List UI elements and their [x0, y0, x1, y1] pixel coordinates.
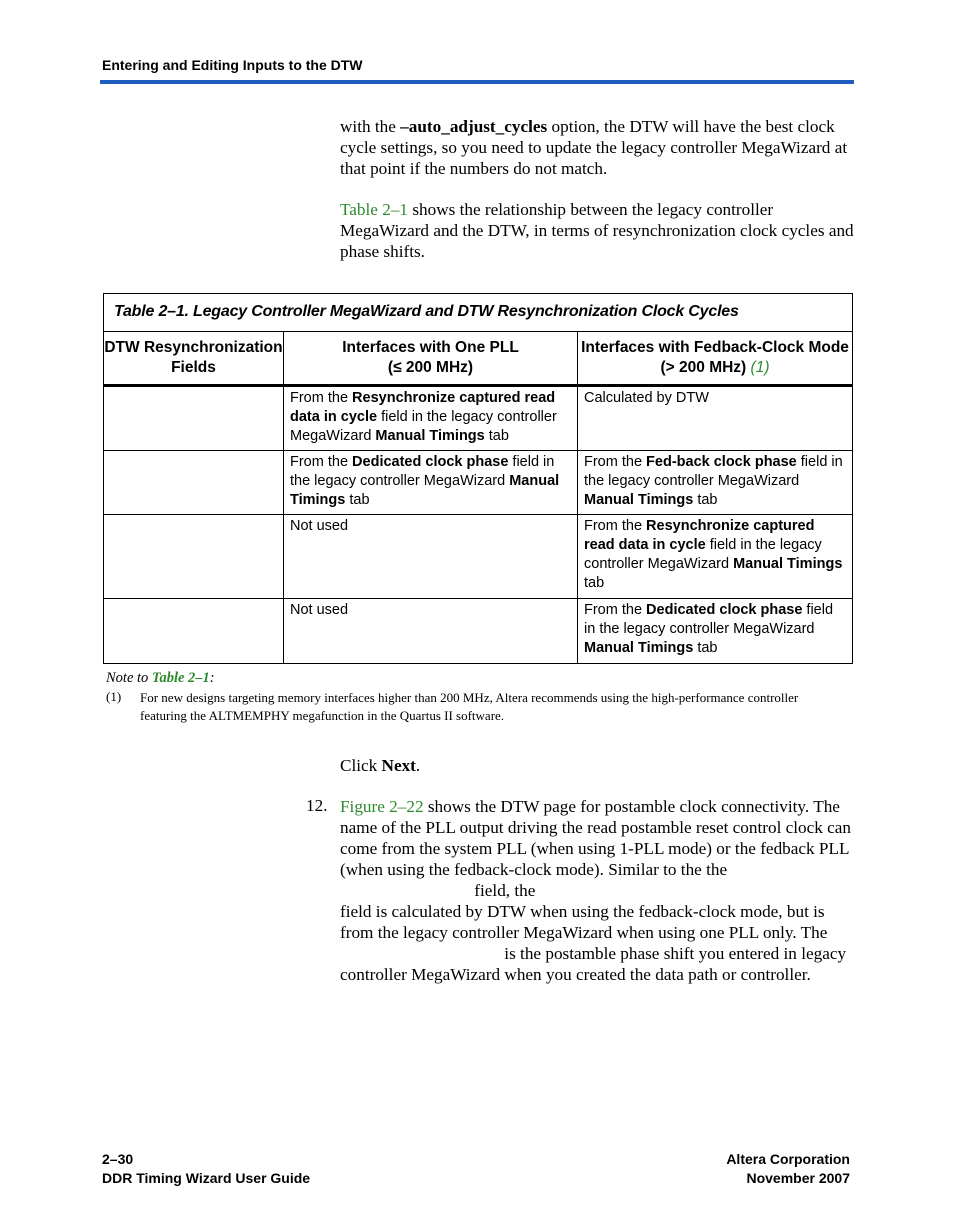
cell-text: tab	[484, 428, 509, 444]
cell-one-pll	[284, 387, 578, 450]
cell-text: From the	[584, 454, 647, 470]
step-text: shows the DTW page for postamble clock connectivity. The name of the PLL output driving the read postamble reset control clock can come from the system PLL (when using 1-PLL mode) or the fedback PLL (when using the fedback-clock mode). Similar to the the	[340, 797, 852, 879]
paragraph-auto-adjust	[340, 116, 855, 179]
click-pre: Click	[340, 756, 382, 775]
running-header: Entering and Editing Inputs to the DTW	[102, 57, 363, 73]
publication-date: November 2007	[746, 1170, 850, 1186]
step-text: is the postamble phase shift you entered in legacy controller MegaWizard when you created the data path or controller.	[340, 944, 847, 984]
table-note-title	[106, 670, 215, 687]
table-row	[104, 387, 852, 451]
click-post: .	[415, 756, 421, 775]
table-row	[104, 599, 852, 663]
step-number: 12.	[306, 796, 328, 815]
step-text: field, the	[470, 881, 536, 900]
table-row	[104, 451, 852, 515]
header-fedback	[578, 332, 852, 384]
step-12-text	[340, 796, 852, 985]
cell-bold: Manual Timings	[584, 640, 694, 656]
note-table-link[interactable]: Table 2–1	[151, 670, 210, 686]
cell-fedback	[578, 451, 852, 514]
paragraph-table-intro	[340, 199, 855, 262]
cell-field	[104, 599, 284, 663]
para1-post: option, the DTW will have the best clock cycle settings, so you need to update the legacy controller MegaWizard at that point if the numbers do not match.	[340, 117, 848, 178]
table-row	[104, 515, 852, 599]
cell-one-pll	[284, 515, 578, 598]
footer-left	[102, 1150, 310, 1188]
cell-text: Not used	[290, 518, 349, 534]
cell-one-pll	[284, 599, 578, 663]
cell-fedback	[578, 599, 852, 663]
table-header-row	[104, 332, 852, 387]
note-number: (1)	[106, 689, 122, 704]
cell-text: From the	[290, 454, 353, 470]
cell-bold: Resynchronize captured read data in cycle	[290, 390, 556, 425]
cell-field	[104, 387, 284, 450]
page-number: 2–30	[102, 1151, 134, 1167]
cell-text: From the	[584, 602, 647, 618]
cell-text: tab	[693, 492, 718, 508]
header-fedback-line2: (> 200 MHz)	[660, 359, 751, 376]
cell-text: tab	[693, 640, 718, 656]
table-link[interactable]: Table 2–1	[340, 200, 409, 219]
cell-text: field in the legacy controller MegaWizard	[584, 537, 822, 572]
step-text: field is calculated by DTW when using the fedback-clock mode, but is from the legacy controller MegaWizard when using one PLL only. The	[340, 902, 828, 942]
cell-field	[104, 515, 284, 598]
para2-post: shows the relationship between the legacy controller MegaWizard and the DTW, in terms of resynchronization clock cycles and phase shifts.	[340, 200, 854, 261]
cell-fedback	[578, 515, 852, 598]
header-one-pll	[284, 332, 578, 384]
cell-bold: Resynchronize captured read data in cycle	[584, 518, 815, 553]
cell-text: field in the legacy controller MegaWizard	[290, 454, 555, 489]
table-title: Table 2–1. Legacy Controller MegaWizard and DTW Resynchronization Clock Cycles	[104, 294, 852, 332]
header-one-pll-line1: Interfaces with One PLL	[342, 339, 519, 356]
cell-bold: Fed-back clock phase	[646, 454, 797, 470]
cell-bold: Dedicated clock phase	[352, 454, 509, 470]
cell-text: From the	[584, 518, 647, 534]
cell-text: From the	[290, 390, 353, 406]
cell-text: tab	[584, 575, 605, 591]
cell-one-pll	[284, 451, 578, 514]
para1-pre: with the	[340, 117, 401, 136]
header-one-pll-line2: (≤ 200 MHz)	[387, 359, 474, 376]
resync-table	[103, 293, 853, 664]
cell-text: Calculated by DTW	[584, 390, 709, 406]
header-rule	[100, 80, 854, 84]
note-label: Note to	[106, 670, 152, 686]
para1-option: –auto_adjust_cycles	[400, 117, 548, 136]
cell-bold: Manual Timings	[375, 428, 485, 444]
guide-title: DDR Timing Wizard User Guide	[102, 1170, 311, 1186]
cell-bold: Manual Timings	[584, 492, 694, 508]
cell-fedback	[578, 387, 852, 450]
cell-text: field in the legacy controller MegaWizard	[290, 409, 557, 444]
click-next-instruction	[340, 755, 855, 776]
header-fedback-line1: Interfaces with Fedback-Clock Mode	[581, 339, 849, 356]
next-label: Next	[381, 756, 416, 775]
cell-text: Not used	[290, 602, 349, 618]
note-text: For new designs targeting memory interfaces higher than 200 MHz, Altera recommends using the high-performance controller featuring the ALTMEMPHY megafunction in the Quartus II software.	[140, 690, 799, 723]
cell-text: field in the legacy controller MegaWizard	[584, 602, 834, 637]
cell-bold: Manual Timings	[290, 473, 560, 508]
cell-text: tab	[345, 492, 370, 508]
footer-right	[726, 1150, 850, 1188]
header-dtw-fields: DTW Resynchronization Fields	[104, 332, 284, 384]
cell-bold: Manual Timings	[733, 556, 843, 572]
note-colon: :	[209, 670, 215, 686]
company-name: Altera Corporation	[726, 1151, 850, 1167]
figure-link[interactable]: Figure 2–22	[340, 797, 424, 816]
cell-bold: Dedicated clock phase	[646, 602, 803, 618]
cell-text: field in the legacy controller MegaWizard	[584, 454, 843, 489]
header-note-link[interactable]: (1)	[750, 359, 770, 376]
cell-field	[104, 451, 284, 514]
